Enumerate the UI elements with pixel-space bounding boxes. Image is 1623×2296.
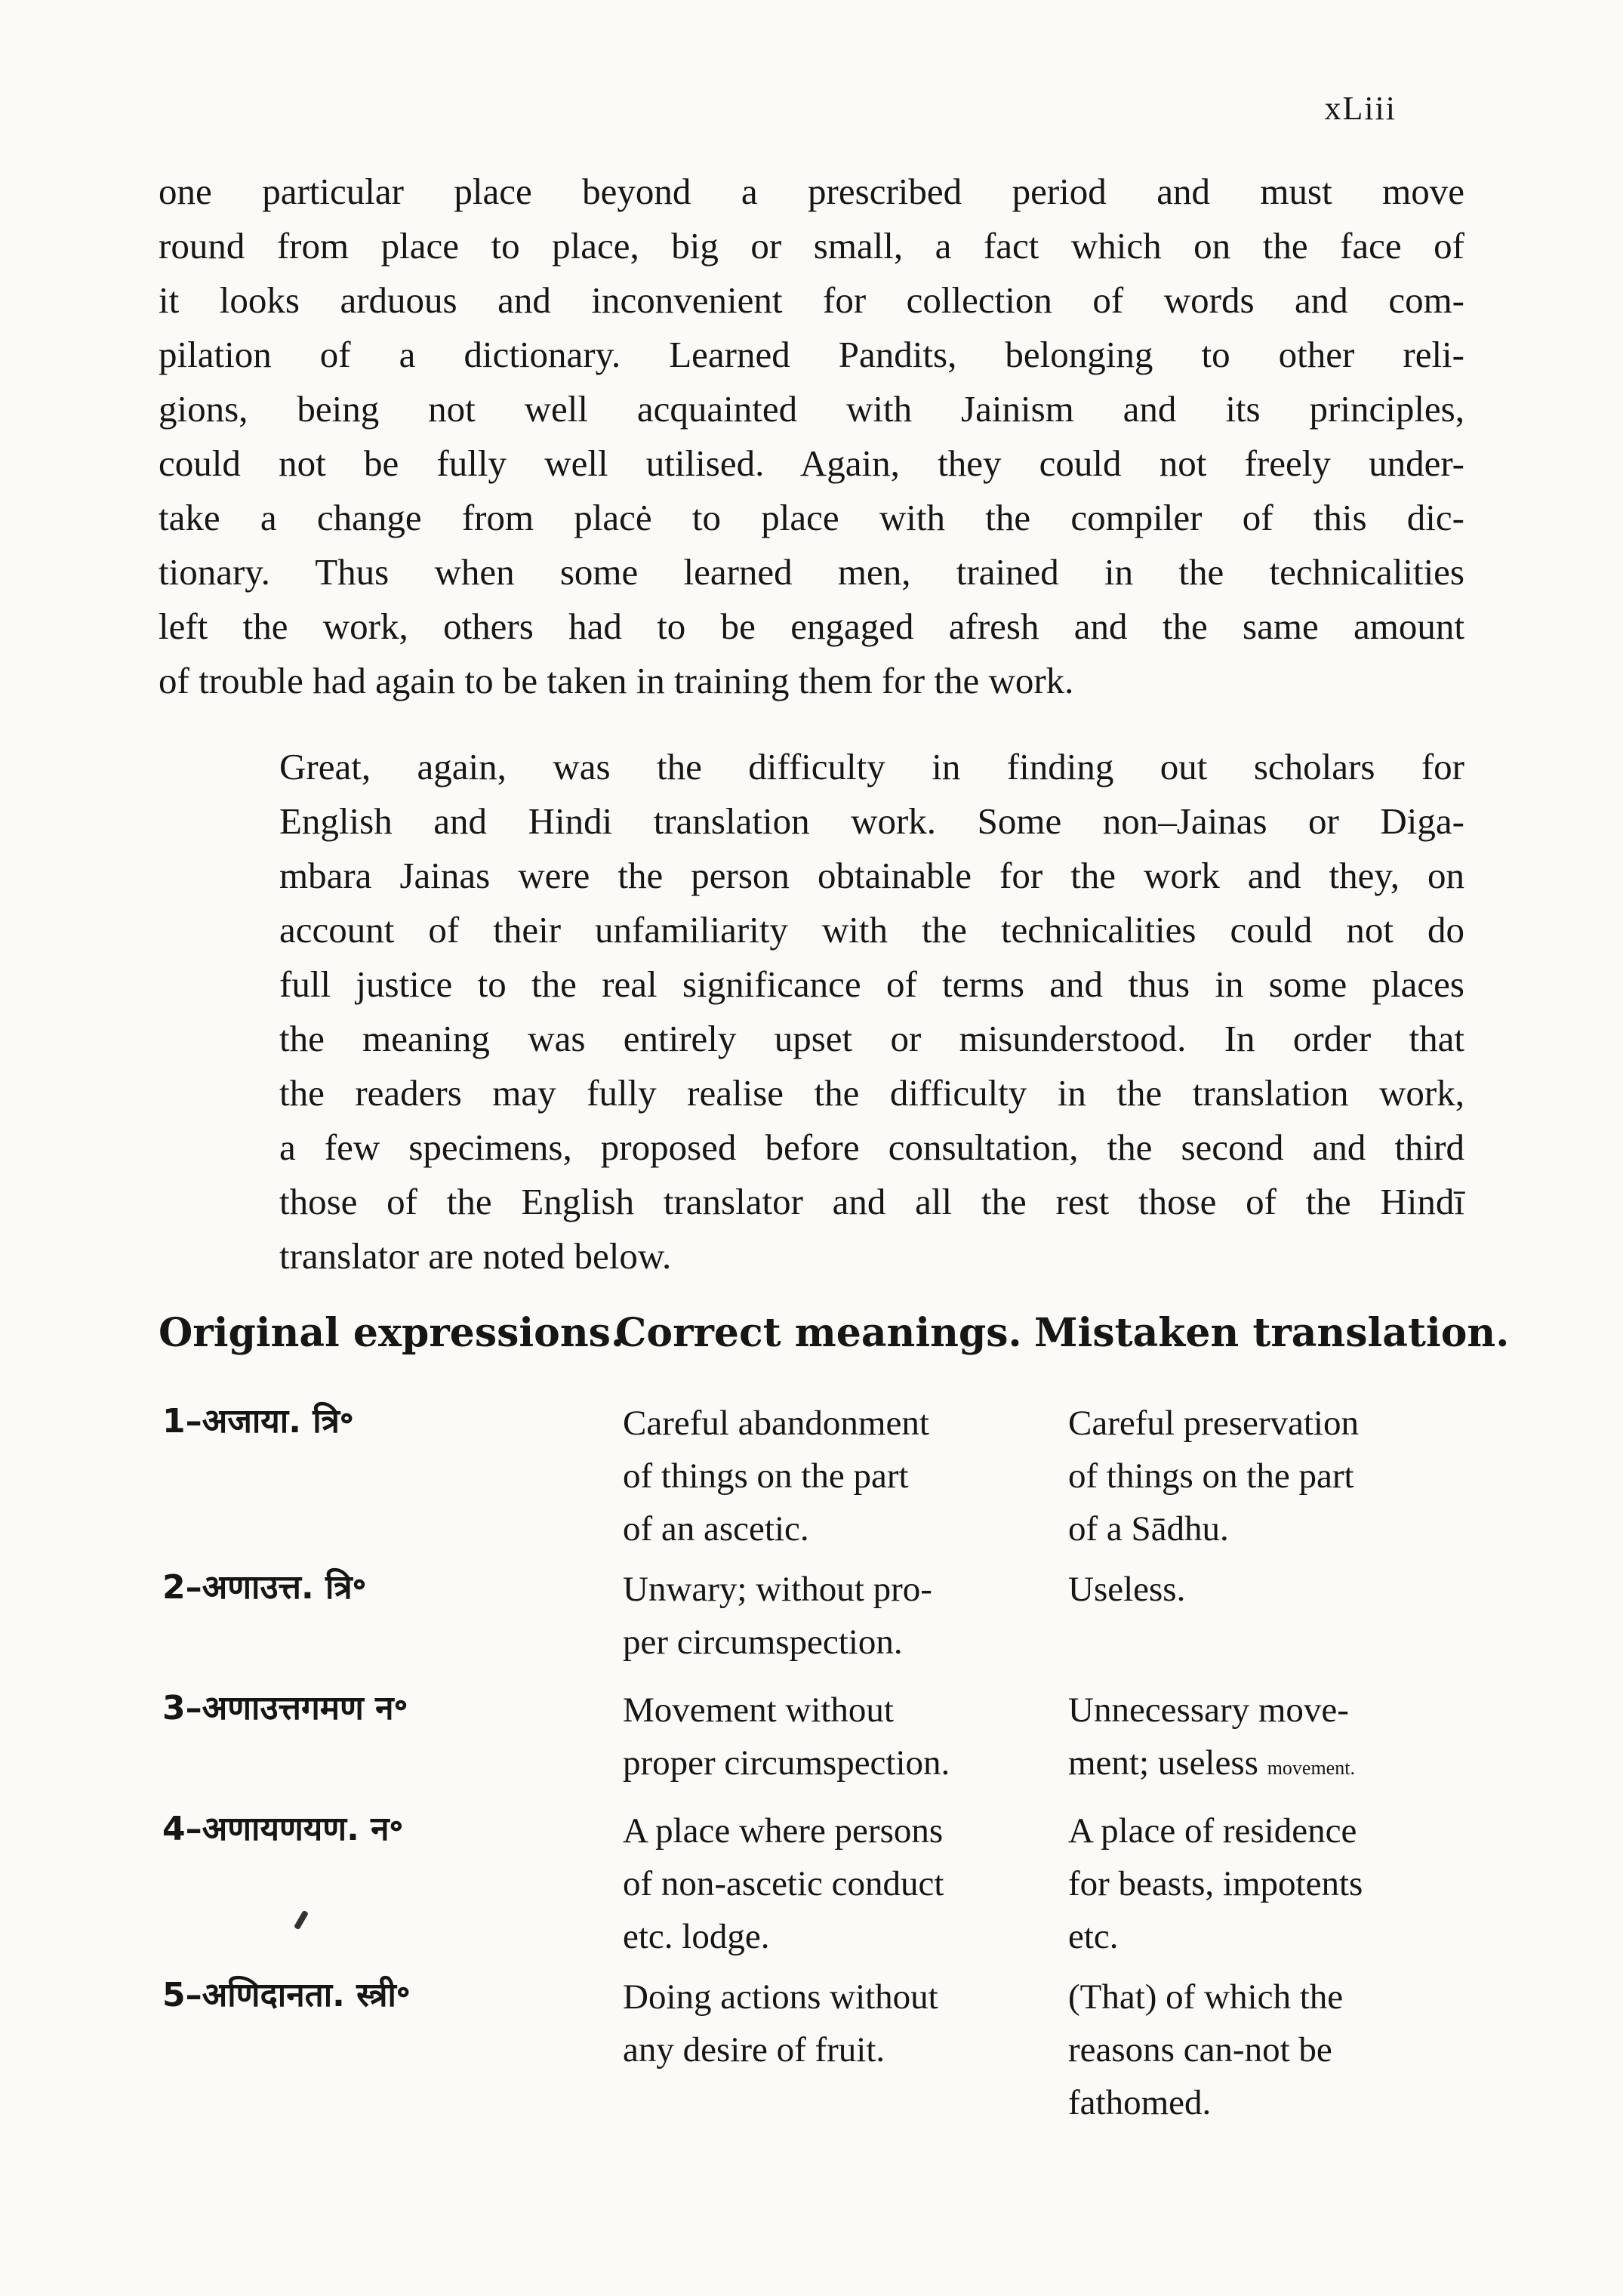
correct-meaning bbox=[623, 1684, 1046, 1789]
correct-meaning bbox=[623, 1397, 1046, 1555]
text-line: pilation of a dictionary. Learned Pandits, belonging to other reli- bbox=[159, 334, 1464, 375]
text-line: of a Sādhu. bbox=[1068, 1509, 1229, 1549]
text-line: of things on the part bbox=[1068, 1456, 1354, 1496]
text-line: full justice to the real significance of terms and thus in some places bbox=[279, 963, 1464, 1005]
mistaken-translation bbox=[1068, 1397, 1487, 1555]
text-line: A place where persons bbox=[623, 1811, 944, 1851]
text-line: the meaning was entirely upset or misunderstood. In order that bbox=[279, 1018, 1464, 1059]
correct-meaning bbox=[623, 1563, 1046, 1669]
text-line: Useless. bbox=[1068, 1570, 1186, 1609]
original-expression: 1–अजाया. त्रि॰ bbox=[162, 1402, 354, 1441]
header-correct-meanings: Correct meanings. bbox=[615, 1310, 1022, 1356]
text-line: take a change from placė to place with the compiler of this dic- bbox=[159, 497, 1464, 538]
original-expression: 3–अणाउत्तगमण न॰ bbox=[162, 1689, 408, 1727]
text-line: could not be fully well utilised. Again, they could not freely under- bbox=[159, 442, 1464, 484]
text-fragment: ment; useless bbox=[1068, 1743, 1258, 1783]
original-expression: 4–अणायणयण. न॰ bbox=[162, 1810, 404, 1848]
text-line: for beasts, impotents bbox=[1068, 1864, 1363, 1903]
correct-meaning bbox=[623, 1971, 1046, 2076]
text-line: reasons can-not be bbox=[1068, 2030, 1332, 2069]
text-line: one particular place beyond a prescribed period and must move bbox=[159, 171, 1464, 212]
mistaken-translation bbox=[1068, 1804, 1487, 1963]
text-line: gions, being not well acquainted with Jainism and its principles, bbox=[159, 388, 1464, 430]
text-line: A place of residence bbox=[1068, 1811, 1357, 1851]
text-line: etc. lodge. bbox=[623, 1917, 770, 1956]
page-number: xLiii bbox=[1324, 90, 1397, 127]
mistaken-translation bbox=[1068, 1684, 1487, 1795]
text-line: of an ascetic. bbox=[623, 1509, 809, 1549]
text-line: tionary. Thus when some learned men, trained in the technicalities bbox=[159, 551, 1464, 593]
header-mistaken-translation: Mistaken translation. bbox=[1034, 1310, 1510, 1356]
text-line: Movement without bbox=[623, 1690, 894, 1730]
text-line: (That) of which the bbox=[1068, 1977, 1344, 2017]
text-line: Unnecessary move- bbox=[1068, 1690, 1349, 1730]
text-line: Careful preservation bbox=[1068, 1404, 1359, 1443]
text-line: of trouble had again to be taken in training them for the work. bbox=[159, 660, 1074, 701]
text-line: Doing actions without bbox=[623, 1977, 938, 2017]
text-line: English and Hindi translation work. Some non–Jainas or Diga- bbox=[279, 800, 1464, 842]
text-line: proper circumspection. bbox=[623, 1743, 950, 1783]
text-line: Unwary; without pro- bbox=[623, 1570, 932, 1609]
text-line: those of the English translator and all the rest those of the Hindī bbox=[279, 1181, 1464, 1222]
text-line: per circumspection. bbox=[623, 1623, 903, 1662]
text-line: Careful abandonment bbox=[623, 1404, 929, 1443]
text-line: a few specimens, proposed before consultation, the second and third bbox=[279, 1126, 1464, 1168]
text-line: mbara Jainas were the person obtainable for the work and they, on bbox=[279, 855, 1464, 896]
text-line bbox=[1068, 1737, 1487, 1795]
text-line: the readers may fully realise the difficulty in the translation work, bbox=[279, 1072, 1464, 1114]
text-line: account of their unfamiliarity with the technicalities could not do bbox=[279, 909, 1464, 951]
text-line: it looks arduous and inconvenient for collection of words and com- bbox=[159, 279, 1464, 321]
text-line: of non-ascetic conduct bbox=[623, 1864, 944, 1903]
mistaken-translation bbox=[1068, 1563, 1487, 1616]
text-line: Great, again, was the difficulty in finding out scholars for bbox=[279, 746, 1464, 787]
text-line: translator are noted below. bbox=[279, 1235, 672, 1277]
text-line: any desire of fruit. bbox=[623, 2030, 885, 2069]
original-expression: 5–अणिदानता. स्त्री॰ bbox=[162, 1976, 411, 2014]
header-original-expressions: Original expressions. bbox=[159, 1310, 625, 1356]
text-line: left the work, others had to be engaged afresh and the same amount bbox=[159, 606, 1464, 647]
correct-meaning bbox=[623, 1804, 1046, 1963]
text-fragment: movement. bbox=[1267, 1757, 1355, 1779]
text-line: of things on the part bbox=[623, 1456, 909, 1496]
text-line: round from place to place, big or small, a fact which on the face of bbox=[159, 225, 1464, 267]
text-line: fathomed. bbox=[1068, 2083, 1212, 2122]
text-line: etc. bbox=[1068, 1917, 1119, 1956]
mistaken-translation bbox=[1068, 1971, 1487, 2129]
original-expression: 2–अणाउत्त. त्रि॰ bbox=[162, 1568, 367, 1607]
